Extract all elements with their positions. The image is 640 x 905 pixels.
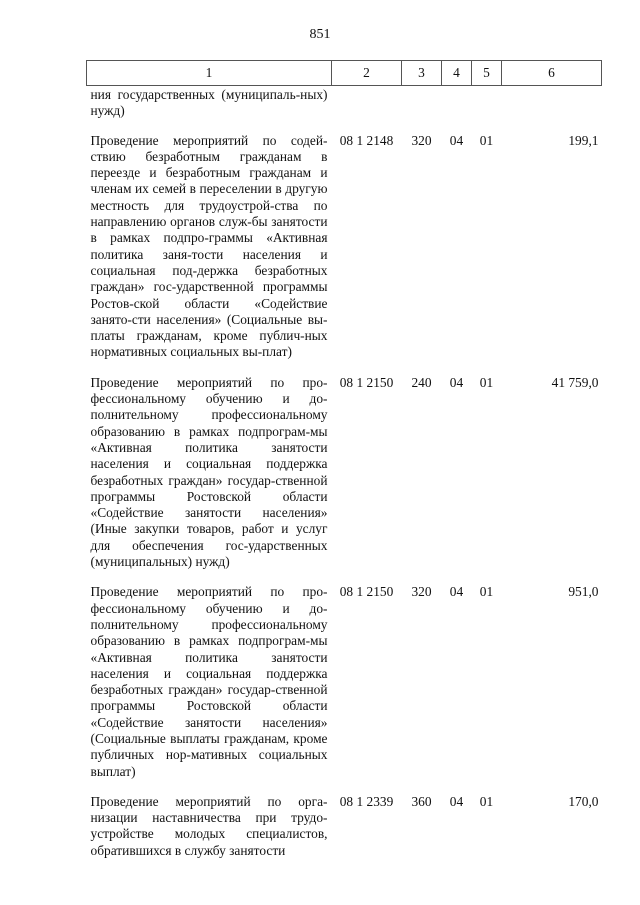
row-code: 08 1 2148 bbox=[339, 132, 394, 148]
row-section: 04 bbox=[449, 132, 464, 148]
row-code: 08 1 2339 bbox=[339, 793, 394, 809]
row-code: 08 1 2150 bbox=[339, 374, 394, 390]
row-description: Проведение мероприятий по про-фессиональному обучению и до-полнительному профессиональному образованию в рамках подпрограм-мы «Активная политика занятости населения и социальная поддержка безработных граждан» государ-ственной программы Ростовской области «Содействие занятости населения» (Иные закупки товаров, работ и услуг для обеспечения гос-ударственных (муниципальных) нужд) bbox=[90, 374, 328, 570]
row-type: 320 bbox=[411, 132, 432, 148]
row-amount: 41 759,0 bbox=[551, 374, 599, 390]
table-row bbox=[87, 375, 602, 585]
row-section: 04 bbox=[449, 374, 464, 390]
header-col-6: 6 bbox=[502, 61, 602, 86]
row-type bbox=[402, 86, 442, 133]
row-subsection bbox=[472, 86, 502, 133]
table-row bbox=[87, 86, 602, 133]
header-col-1: 1 bbox=[87, 61, 332, 86]
row-section: 04 bbox=[449, 584, 464, 600]
row-code bbox=[332, 86, 402, 133]
row-section: 04 bbox=[449, 793, 464, 809]
row-amount bbox=[502, 86, 602, 133]
row-subsection: 01 bbox=[479, 132, 494, 148]
page-number: 851 bbox=[309, 27, 331, 42]
table-row bbox=[87, 133, 602, 375]
row-description: Проведение мероприятий по про-фессиональному обучению и до-полнительному профессиональному образованию в рамках подпрограм-мы «Активная политика занятости населения и социальная поддержка безработных граждан» государ-ственной программы Ростовской области «Содействие занятости населения» (Социальные выплаты гражданам, кроме публичных нор-мативных социальных выплат) bbox=[90, 584, 328, 779]
row-description: Проведение мероприятий по содей-ствию безработным гражданам в переезде и безработным гражданам и членам их семей в переселении в другую местность для трудоустрой-ства по направлению органов служ-бы занятости в рамках подпро-граммы «Активная политика заня-тости населения и социальная под-держка безработных граждан» гос-ударственной программы Ростов-ской области «Содействие занято-сти населения» (Социальные вы-платы гражданам, кроме публич-ных нормативных социальных вы-плат) bbox=[90, 132, 328, 360]
row-subsection: 01 bbox=[479, 374, 494, 390]
budget-table bbox=[86, 60, 602, 859]
header-col-2: 2 bbox=[332, 61, 402, 86]
header-row bbox=[87, 61, 602, 86]
row-amount: 199,1 bbox=[568, 132, 599, 148]
row-type: 240 bbox=[411, 374, 432, 390]
row-amount: 170,0 bbox=[568, 793, 599, 809]
header-col-3: 3 bbox=[402, 61, 442, 86]
row-section bbox=[442, 86, 472, 133]
row-type: 360 bbox=[411, 793, 432, 809]
header-col-4: 4 bbox=[442, 61, 472, 86]
row-subsection: 01 bbox=[479, 793, 494, 809]
row-code: 08 1 2150 bbox=[339, 584, 394, 600]
row-description: ния государственных (муниципаль-ных) нужд) bbox=[90, 87, 328, 119]
row-subsection: 01 bbox=[479, 584, 494, 600]
table-row bbox=[87, 584, 602, 794]
row-amount: 951,0 bbox=[568, 584, 599, 600]
row-description: Проведение мероприятий по орга-низации наставничества при трудо-устройстве молодых специалистов, обратившихся в службу занятости bbox=[90, 793, 328, 858]
table-row bbox=[87, 794, 602, 859]
header-col-5: 5 bbox=[472, 61, 502, 86]
row-type: 320 bbox=[411, 584, 432, 600]
